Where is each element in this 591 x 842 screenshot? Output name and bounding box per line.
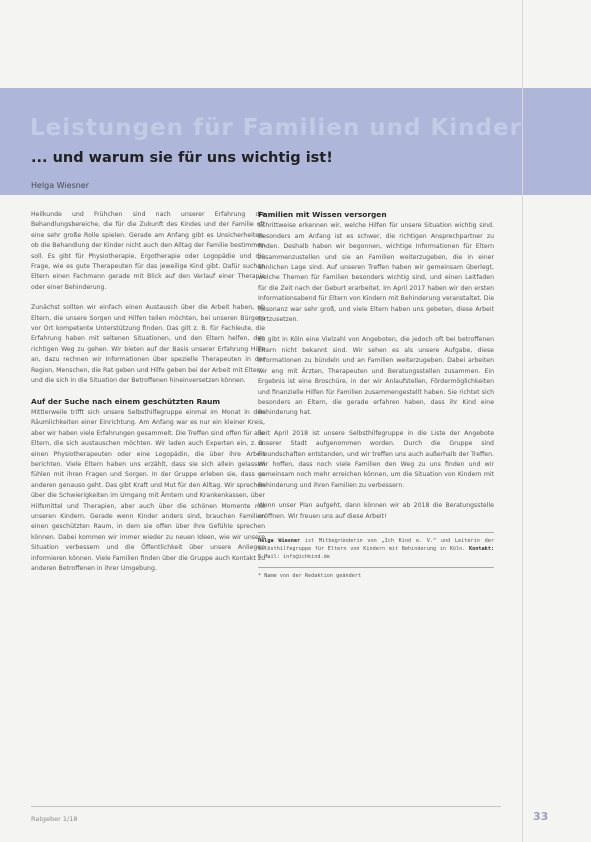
section-heading: Familien mit Wissen versorgen	[258, 210, 387, 219]
section-heading: Auf der Suche nach einem geschützten Raum	[31, 396, 221, 406]
paragraph: Schrittweise erkennen wir, welche Hilfen für unsere Situation wichtig sind. Besonders am Anfang ist es schwer, die richtigen Ansprechpartner zu finden. Deshalb haben wir begonnen, wichtige Informationen für Eltern zusammenzustellen und sie an Familien weiterzugeben, die in einer ähnlichen Lage sind. Auf unseren Treffen haben wir gemeinsam überlegt, welche Themen für Familien besonders wichtig sind, und einen Leitfaden für die Zeit nach der Geburt erarbeitet. Im April 2017 haben wir den ersten Informationsabend für Eltern von Kindern mit Behinderung veranstaltet. Die Resonanz war sehr groß, und viele Eltern haben uns gebeten, diese Arbeit fortzusetzen.	[258, 222, 494, 324]
paragraph: Es gibt in Köln eine Vielzahl von Angeboten, die jedoch oft bei betroffenen Eltern nicht bekannt sind. Wir sehen es als unsere Aufgabe, diese Informationen zu bündeln und an Familien weiterzugeben. Dabei arbeiten wir eng mit Ärzten, Therapeuten und Beratungsstellen zusammen. Ein Ergebnis ist eine Broschüre, in der wir Anlaufstellen, Fördermöglichkeiten und finanzielle Hilfen für Familien zusammengestellt haben. Sie richtet sich besonders an Eltern, die gerade erfahren haben, dass ihr Kind eine Behinderung hat.	[258, 336, 494, 417]
text-column-left	[31, 210, 265, 785]
paragraph: Heilkunde und Frühchen sind nach unserer Erfahrung die Behandlungsbereiche, die für die Zukunft des Kindes und der Familie oft eine sehr große Rolle spielen. Gerade am Anfang gibt es Unsicherheiten, ob die Behandlung der Kinder nicht auch den Alltag der Familie bestimmen soll. Es gibt für Physiotherapie, Ergotherapie oder Logopädie und die Frage, wie es gute Therapeuten für das jeweilige Kind gibt. Dafür suchen Eltern einen Fachmann gerade mit Blick auf den Verlauf einer Therapie oder einer Behinderung.	[31, 211, 265, 291]
bio-name: Helga Wiesner	[258, 537, 301, 544]
bio-contact: E-Mail: info@ichkind.de	[258, 553, 330, 560]
paragraph: Wenn unser Plan aufgeht, dann können wir ab 2018 die Beratungsstelle eröffnen. Wir freuen uns auf diese Arbeit!	[258, 502, 494, 520]
paragraph: Mittlerweile trifft sich unsere Selbsthilfegruppe einmal im Monat in den Räumlichkeiten einer Einrichtung. Am Anfang war es nur ein kleiner Kreis, aber wir haben viele Erfahrungen gesammelt. Die Treffen sind offen für alle Eltern, die sich austauschen möchten. Wir laden auch Experten ein, z. B. einen Physiotherapeuten oder eine Logopädin, die über ihre Arbeit berichten. Viele Eltern haben uns erzählt, dass sie sich allein gelassen fühlen mit ihren Fragen und Sorgen. In der Gruppe erleben sie, dass es anderen genauso geht. Das gibt Kraft und Mut für den Alltag. Wir sprechen über die Schwierigkeiten im Umgang mit Ämtern und Krankenkassen, über Hilfsmittel und Therapien, aber auch über die schönen Momente mit unseren Kindern. Gerade wenn Kinder anders sind, brauchen Familien einen geschützten Raum, in dem sie offen über ihre Gefühle sprechen können. Dabei kommen wir immer wieder zu neuen Ideen, wie wir unsere Situation verbessern und die Öffentlichkeit über unsere Anliegen informieren können. Viele Familien finden über die Gruppe auch Kontakt zu anderen Betroffenen in ihrer Umgebung.	[31, 408, 265, 572]
footer-divider	[31, 806, 501, 807]
article-title: Leistungen für Familien und Kinder	[30, 115, 522, 141]
paragraph: Zunächst sollten wir einfach einen Austausch über die Arbeit haben, ob Eltern, die unsere Sorgen und Hilfen teilen möchten, bei unseren Bürgern vor Ort kompetente Unterstützung finden. Das gilt z. B. für Fachleute, die Erfahrung haben mit seltenen Situationen, und den Eltern helfen, den richtigen Weg zu gehen. Wir bieten auf der Basis unserer Erfahrung Hilfe an, dazu rechnen wir Informationen über spezielle Therapeuten in der Region, Menschen, die Rat geben und Hilfe geben bei der Arbeit mit Eltern, und die sich in die Situation der Betroffenen hineinversetzen können.	[31, 304, 265, 385]
text-column-right	[258, 210, 494, 805]
editor-note: * Name von der Redaktion geändert	[258, 567, 494, 581]
bio-contact-label: Kontakt:	[469, 545, 494, 552]
article-subtitle: ... und warum sie für uns wichtig ist!	[31, 150, 333, 166]
author-name: Helga Wiesner	[31, 181, 90, 190]
bio-text: ist Mitbegründerin von „Ich Kind e. V.“ und Leiterin der Selbsthilfegruppe für Eltern von Kindern mit Behinderung in Köln.	[258, 537, 494, 552]
footer-issue: Ratgeber 1/18	[31, 815, 78, 823]
page-number: 33	[533, 810, 549, 823]
author-bio	[258, 532, 494, 561]
margin-rule	[522, 0, 523, 842]
paragraph: Seit April 2018 ist unsere Selbsthilfegruppe in die Liste der Angebote unserer Stadt aufgenommen worden. Durch die Gruppe sind Freundschaften entstanden, und wir treffen uns auch außerhalb der Treffen. Wir hoffen, dass noch viele Familien den Weg zu uns finden und wir gemeinsam noch mehr erreichen können, um die Situation von Kindern mit Behinderung und ihren Familien zu verbessern.	[258, 429, 494, 489]
